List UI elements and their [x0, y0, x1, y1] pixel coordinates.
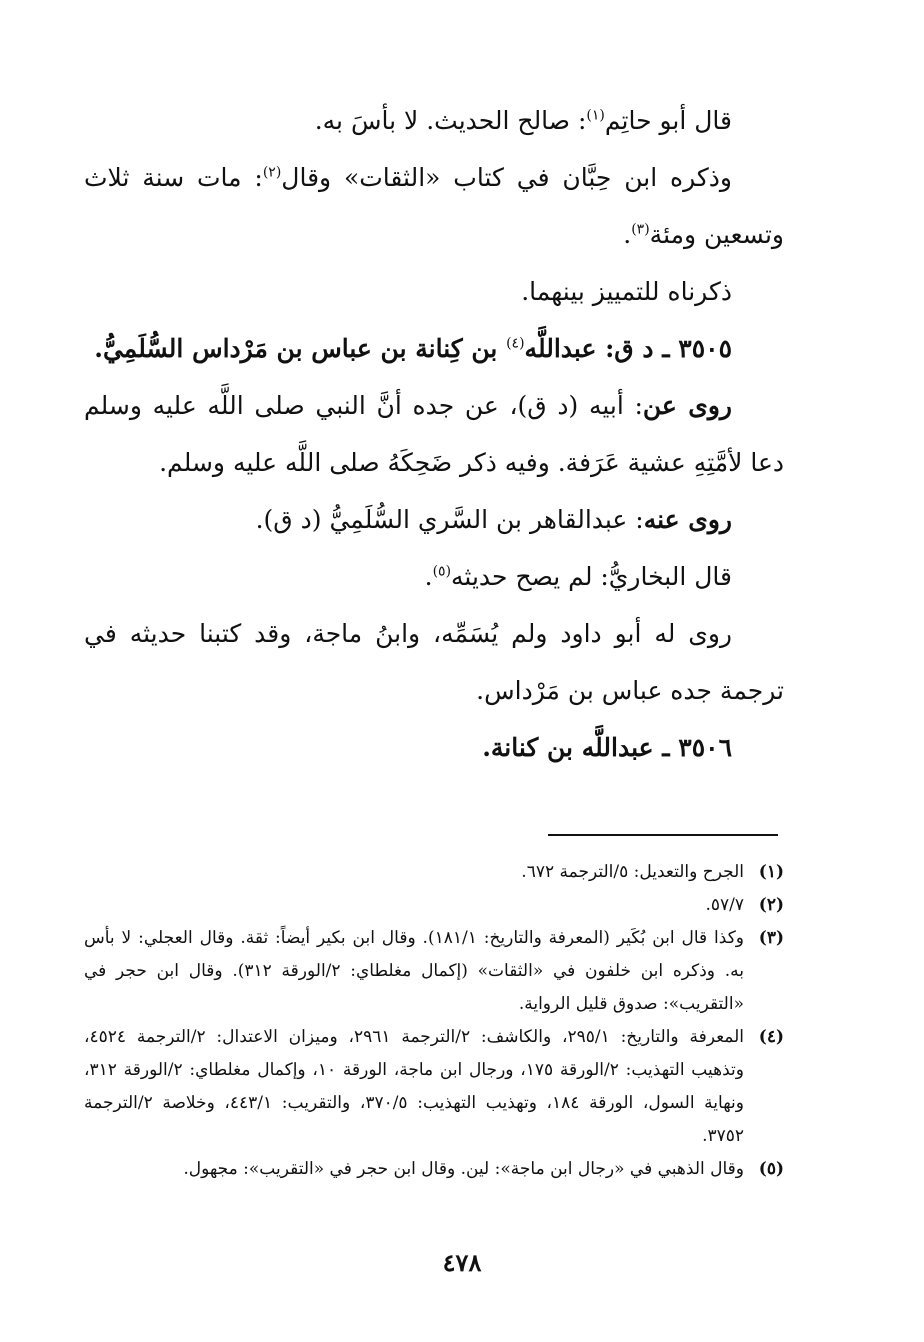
entry-number-3506: ٣٥٠٦ ـ [662, 733, 732, 762]
footnote-text: وقال الذهبي في «رجال ابن ماجة»: لين. وقال ابن حجر في «التقريب»: مجهول. [183, 1159, 744, 1179]
footnote-text: ٥٧/٧. [705, 895, 744, 915]
footnote-text: الجرح والتعديل: ٥/الترجمة ٦٧٢. [521, 862, 744, 882]
paragraph-bukhari: قال البخاريُّ: لم يصح حديثه$^{(٥)}$. [424, 562, 732, 591]
footnote-number: (١) [758, 862, 784, 882]
entry-3505-heading: ٣٥٠٥ ـ د ق: عبداللَّه$^{(٤)}$ بن كِنانة بن عباس بن مَرْداس السُّلَمِيُّ. [94, 334, 732, 363]
footnote-number: (٢) [758, 895, 784, 915]
footnote-divider [548, 834, 778, 836]
page-number: ٤٧٨ [442, 1248, 482, 1277]
paragraph-abu-hatim: قال أبو حاتِم$^{(١)}$: صالح الحديث. لا بأسَ به. [314, 106, 732, 135]
footnote-text: المعرفة والتاريخ: ٢٩٥/١، والكاشف: ٢/الترجمة ٢٩٦١، وميزان الاعتدال: ٢/الترجمة ٤٥٢٤، وتذهيب التهذيب: ٢/الورقة ١٧٥، ورجال ابن ماجة، الورقة ١٠، وإكمال مغلطاي: ٢/الورقة ٣١٢، ونهاية السول، الورقة ١٨٤، وتهذيب التهذيب: ٣٧٠/٥، والتقريب: ٤٤٣/١، وخلاصة ٢/الترجمة ٣٧٥٢. [84, 1027, 745, 1146]
footnote-4 [84, 1021, 784, 1153]
paragraph-narrated-from: روى عن: أبيه (د ق)، عن جده أنَّ النبي صلى اللَّه عليه وسلم دعا لأمَّتِهِ عشية عَرَفة. وفيه ذكر ضَحِكَهُ صلى اللَّه عليه وسلم. [84, 391, 784, 477]
label-narrated-from: روى عن [642, 391, 732, 420]
footnote-3 [84, 922, 784, 1021]
footnote-ref-4: (٤) [506, 335, 525, 352]
main-text-body [84, 92, 784, 776]
footnote-1 [84, 856, 784, 889]
label-narrated-by: روى عنه [643, 505, 732, 534]
footnote-ref-2: (٢) [262, 164, 282, 181]
paragraph-distinction: ذكرناه للتمييز بينهما. [521, 277, 732, 306]
paragraph-abu-dawud: روى له أبو داود ولم يُسَمِّه، وابنُ ماجة، وقد كتبنا حديثه في ترجمة جده عباس بن مَرْداس. [84, 619, 784, 705]
paragraph-narrated-by: روى عنه: عبدالقاهر بن السَّري السُّلَمِيُّ (د ق). [255, 505, 732, 534]
footnote-2 [84, 889, 784, 922]
footnote-number: (٤) [758, 1027, 784, 1047]
footnote-ref-3: (٣) [631, 221, 650, 238]
footnotes-section [84, 856, 784, 1186]
footnote-number: (٥) [758, 1159, 784, 1179]
footnote-text: وكذا قال ابن بُكَير (المعرفة والتاريخ: ١٨١/١). وقال ابن بكير أيضاً: ثقة. وقال العجلي: لا بأس به. وذكره ابن خلفون في «الثقات» (إكمال مغلطاي: ٢/الورقة ٣١٢). وقال ابن حجر في «التقريب»: صدوق قليل الرواية. [84, 928, 744, 1014]
footnote-ref-5: (٥) [432, 563, 452, 580]
footnote-5 [84, 1153, 784, 1186]
footnote-number: (٣) [758, 928, 784, 948]
paragraph-ibn-hibban: وذكره ابن حِبَّان في كتاب «الثقات» وقال$^{(٢)}$: مات سنة ثلاث وتسعين ومئة$^{(٣)}$. [84, 163, 784, 249]
entry-number-3505: ٣٥٠٥ ـ [662, 334, 732, 363]
footnote-ref-1: (١) [586, 107, 605, 124]
entry-3506-heading: ٣٥٠٦ ـ عبداللَّه بن كنانة. [482, 733, 732, 762]
